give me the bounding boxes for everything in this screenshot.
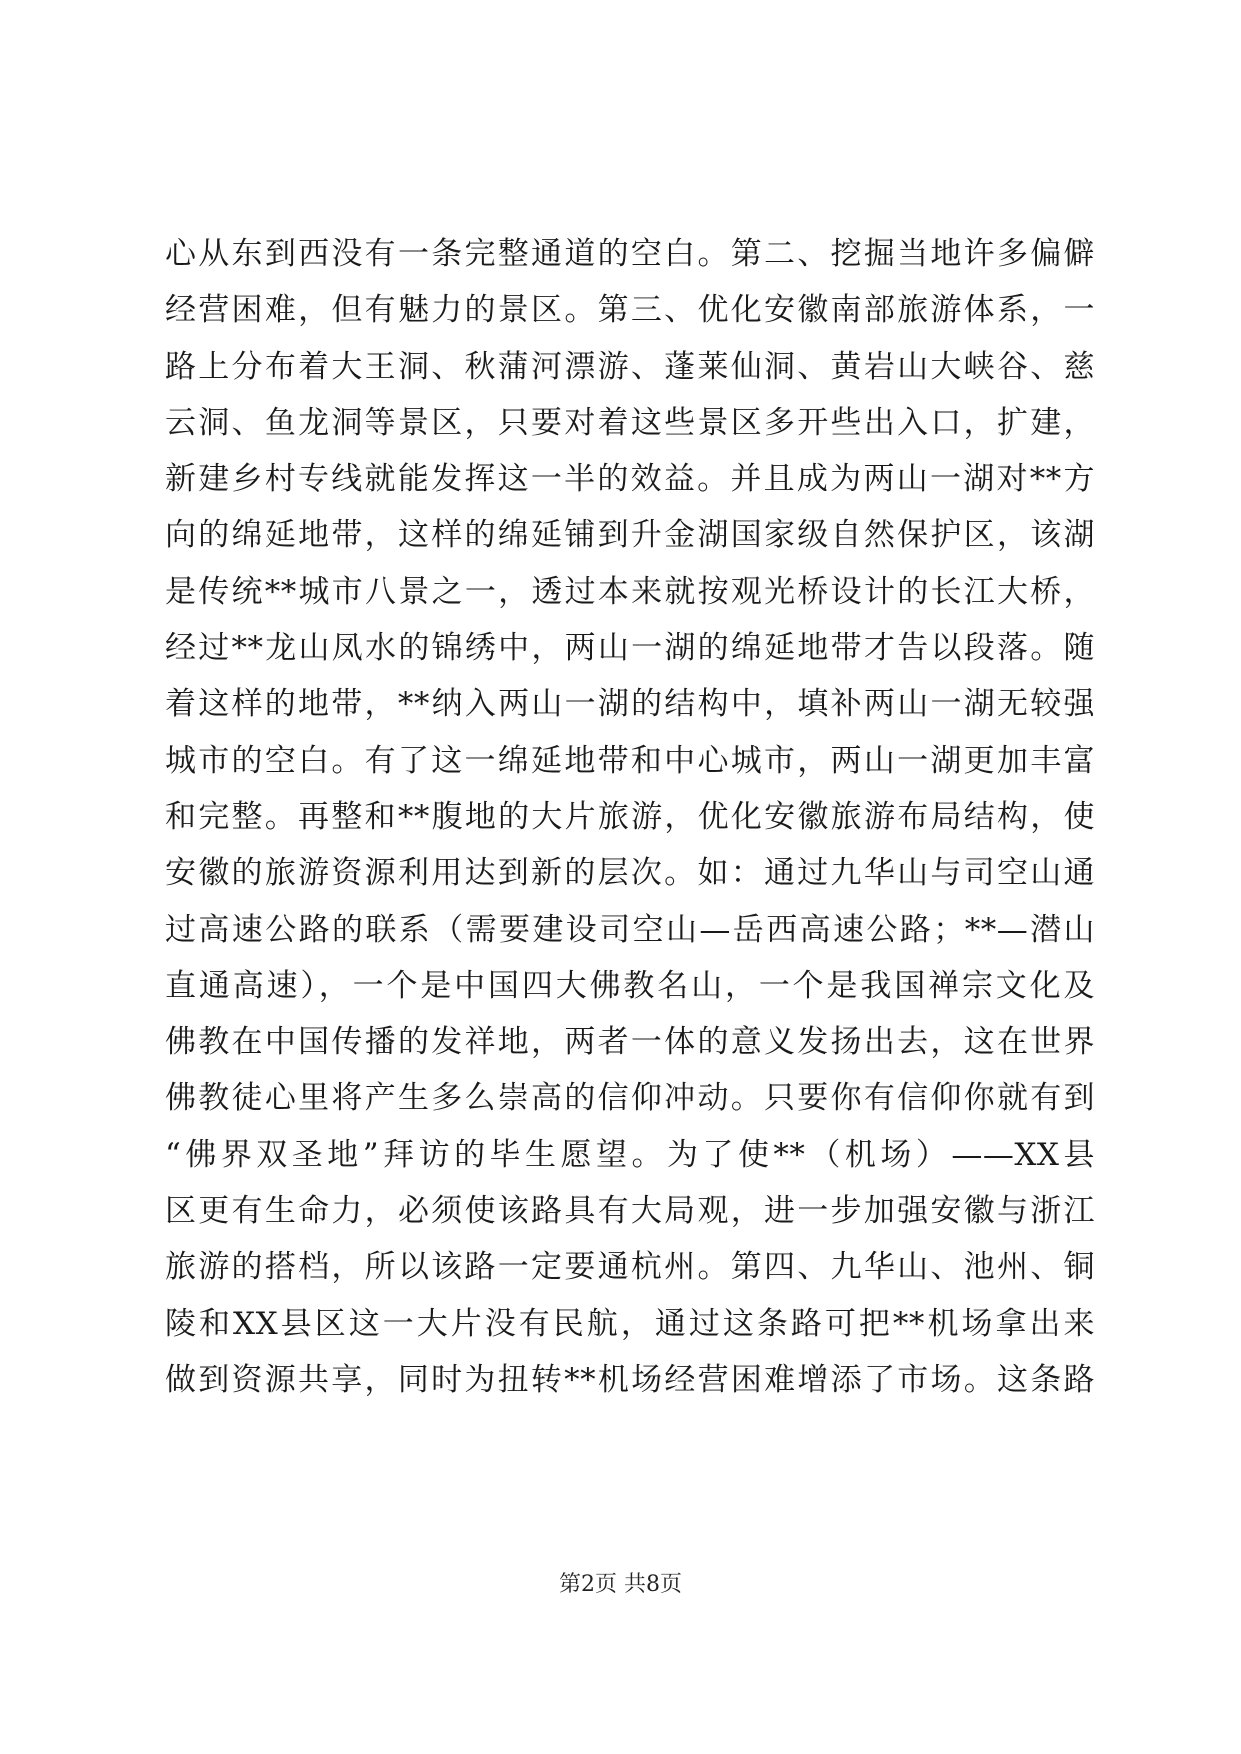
text-line: “佛界双圣地”拜访的毕生愿望。为了使**（机场）——XX县 bbox=[165, 1136, 1095, 1173]
text-line: 过高速公路的联系（需要建设司空山—岳西高速公路；**—潜山 bbox=[165, 911, 1095, 948]
text-line: 是传统**城市八景之一，透过本来就按观光桥设计的长江大桥， bbox=[165, 573, 1095, 610]
body-paragraph bbox=[165, 226, 1095, 1408]
text-line: 直通高速），一个是中国四大佛教名山，一个是我国禅宗文化及 bbox=[165, 967, 1095, 1004]
text-line: 路上分布着大王洞、秋蒲河漂游、蓬莱仙洞、黄岩山大峡谷、慈 bbox=[165, 348, 1095, 385]
text-line: 旅游的搭档，所以该路一定要通杭州。第四、九华山、池州、铜 bbox=[165, 1249, 1095, 1286]
page-number-footer: 第2页 共8页 bbox=[559, 1572, 682, 1597]
text-line: 和完整。再整和**腹地的大片旅游，优化安徽旅游布局结构，使 bbox=[165, 798, 1095, 835]
text-line: 佛教在中国传播的发祥地，两者一体的意义发扬出去，这在世界 bbox=[165, 1024, 1095, 1061]
text-line: 云洞、鱼龙洞等景区，只要对着这些景区多开些出入口，扩建， bbox=[165, 404, 1095, 441]
text-line: 经营困难，但有魅力的景区。第三、优化安徽南部旅游体系，一 bbox=[165, 292, 1095, 329]
text-line: 着这样的地带，**纳入两山一湖的结构中，填补两山一湖无较强 bbox=[165, 686, 1095, 723]
text-line: 城市的空白。有了这一绵延地带和中心城市，两山一湖更加丰富 bbox=[165, 742, 1095, 779]
text-line: 向的绵延地带，这样的绵延铺到升金湖国家级自然保护区，该湖 bbox=[165, 517, 1095, 554]
text-line: 陵和XX县区这一大片没有民航，通过这条路可把**机场拿出来 bbox=[165, 1305, 1095, 1342]
text-line: 做到资源共享，同时为扭转**机场经营困难增添了市场。这条路 bbox=[165, 1361, 1095, 1398]
text-line: 新建乡村专线就能发挥这一半的效益。并且成为两山一湖对**方 bbox=[165, 461, 1095, 498]
text-line: 佛教徒心里将产生多么崇高的信仰冲动。只要你有信仰你就有到 bbox=[165, 1080, 1095, 1117]
text-line: 安徽的旅游资源利用达到新的层次。如：通过九华山与司空山通 bbox=[165, 855, 1095, 892]
text-line: 区更有生命力，必须使该路具有大局观，进一步加强安徽与浙江 bbox=[165, 1193, 1095, 1230]
text-line: 经过**龙山凤水的锦绣中，两山一湖的绵延地带才告以段落。随 bbox=[165, 630, 1095, 667]
text-line: 心从东到西没有一条完整通道的空白。第二、挖掘当地许多偏僻 bbox=[165, 236, 1095, 272]
